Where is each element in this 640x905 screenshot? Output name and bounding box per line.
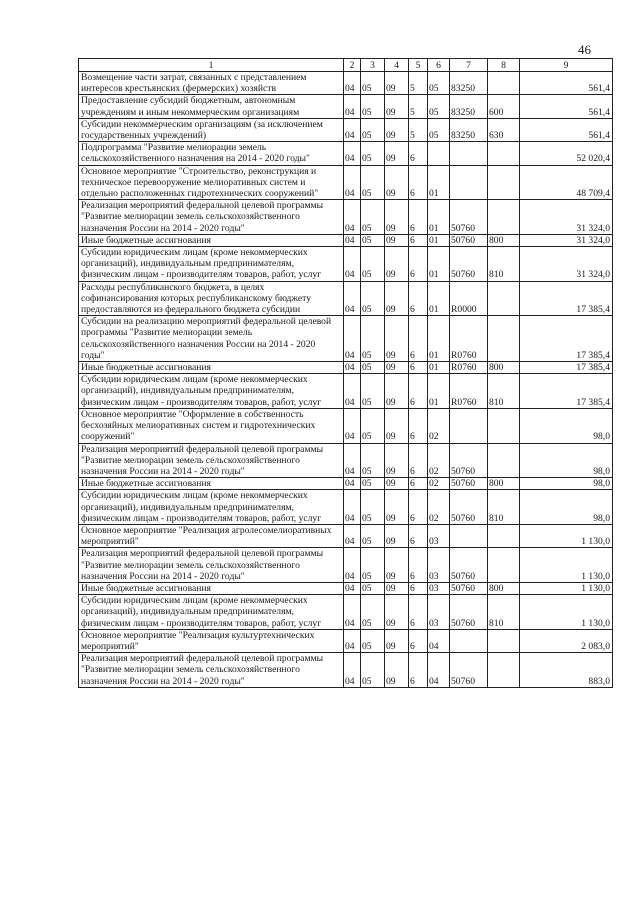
code-cell	[450, 142, 488, 165]
code-cell: 03	[428, 582, 450, 594]
code-cell: 04	[344, 95, 361, 118]
code-cell: 800	[488, 478, 520, 490]
amount-cell: 98,0	[520, 443, 613, 478]
table-row	[79, 582, 613, 594]
code-cell	[488, 524, 520, 547]
code-cell: 810	[488, 490, 520, 525]
code-cell: 6	[409, 478, 428, 490]
code-cell: 810	[488, 374, 520, 409]
code-cell: 09	[385, 234, 409, 246]
table-row	[79, 234, 613, 246]
amount-cell: 48 709,4	[520, 165, 613, 200]
code-cell: 50760	[450, 234, 488, 246]
code-cell: 04	[344, 72, 361, 95]
code-cell: 05	[361, 165, 385, 200]
col-header: 5	[409, 59, 428, 72]
row-label: Реализация мероприятий федеральной целевой программы "Развитие мелиорации земель сельскохозяйственного назначения России на 2014 - 2020 годы"	[79, 200, 344, 235]
code-cell: 50760	[450, 490, 488, 525]
amount-cell: 561,4	[520, 72, 613, 95]
row-label: Реализация мероприятий федеральной целевой программы "Развитие мелиорации земель сельскохозяйственного назначения России на 2014 - 2020 годы"	[79, 548, 344, 583]
code-cell: 04	[344, 524, 361, 547]
amount-cell: 1 130,0	[520, 582, 613, 594]
code-cell	[450, 524, 488, 547]
code-cell: 01	[428, 234, 450, 246]
code-cell	[450, 408, 488, 443]
code-cell: 02	[428, 443, 450, 478]
code-cell: 6	[409, 374, 428, 409]
code-cell: 05	[361, 142, 385, 165]
code-cell: 09	[385, 142, 409, 165]
code-cell: 09	[385, 374, 409, 409]
row-label: Иные бюджетные ассигнования	[79, 582, 344, 594]
code-cell: 6	[409, 524, 428, 547]
code-cell: 05	[361, 629, 385, 652]
code-cell: 04	[344, 118, 361, 141]
table-row	[79, 72, 613, 95]
code-cell: 01	[428, 165, 450, 200]
code-cell	[488, 408, 520, 443]
code-cell: 09	[385, 247, 409, 282]
code-cell	[488, 629, 520, 652]
code-cell: 04	[344, 234, 361, 246]
code-cell: 09	[385, 165, 409, 200]
code-cell: 5	[409, 95, 428, 118]
table-row	[79, 95, 613, 118]
row-label: Субсидии юридическим лицам (кроме некоммерческих организаций), индивидуальным предпринимателям, физическим лицам - производителям товаров, работ, услуг	[79, 490, 344, 525]
code-cell: 04	[344, 142, 361, 165]
table-row	[79, 142, 613, 165]
table-row	[79, 118, 613, 141]
table-row	[79, 653, 613, 688]
code-cell: R0760	[450, 362, 488, 374]
row-label: Субсидии юридическим лицам (кроме некоммерческих организаций), индивидуальным предпринимателям, физическим лицам - производителям товаров, работ, услуг	[79, 595, 344, 630]
code-cell: 6	[409, 247, 428, 282]
code-cell: 09	[385, 408, 409, 443]
code-cell: 04	[344, 316, 361, 362]
code-cell: 04	[344, 629, 361, 652]
code-cell: 05	[361, 72, 385, 95]
row-label: Предоставление субсидий бюджетным, автономным учреждениям и иным некоммерческим организациям	[79, 95, 344, 118]
code-cell: 50760	[450, 582, 488, 594]
table-row	[79, 548, 613, 583]
amount-cell: 883,0	[520, 653, 613, 688]
code-cell: 6	[409, 653, 428, 688]
amount-cell: 52 020,4	[520, 142, 613, 165]
row-label: Субсидии юридическим лицам (кроме некоммерческих организаций), индивидуальным предпринимателям, физическим лицам - производителям товаров, работ, услуг	[79, 374, 344, 409]
code-cell: 05	[428, 118, 450, 141]
code-cell: 04	[344, 582, 361, 594]
code-cell: 01	[428, 374, 450, 409]
code-cell: 09	[385, 95, 409, 118]
row-label: Иные бюджетные ассигнования	[79, 478, 344, 490]
code-cell: 09	[385, 548, 409, 583]
col-header: 9	[520, 59, 613, 72]
code-cell: 04	[344, 165, 361, 200]
amount-cell: 1 130,0	[520, 548, 613, 583]
code-cell	[488, 653, 520, 688]
code-cell: 05	[361, 118, 385, 141]
code-cell: 6	[409, 234, 428, 246]
code-cell: 6	[409, 362, 428, 374]
code-cell: 09	[385, 200, 409, 235]
code-cell	[450, 629, 488, 652]
code-cell	[488, 316, 520, 362]
code-cell: 05	[361, 95, 385, 118]
code-cell: 05	[361, 443, 385, 478]
code-cell: 05	[361, 582, 385, 594]
code-cell: 6	[409, 595, 428, 630]
code-cell: 05	[361, 362, 385, 374]
code-cell: 09	[385, 443, 409, 478]
code-cell: 50760	[450, 595, 488, 630]
table-body	[79, 72, 613, 688]
code-cell: 04	[344, 200, 361, 235]
code-cell: 04	[428, 629, 450, 652]
table-row	[79, 408, 613, 443]
table-row	[79, 478, 613, 490]
code-cell: 83250	[450, 118, 488, 141]
code-cell	[488, 72, 520, 95]
code-cell: 6	[409, 582, 428, 594]
col-header: 4	[385, 59, 409, 72]
amount-cell: 17 385,4	[520, 281, 613, 316]
code-cell: 6	[409, 281, 428, 316]
code-cell: 02	[428, 490, 450, 525]
code-cell: 50760	[450, 653, 488, 688]
row-label: Реализация мероприятий федеральной целевой программы "Развитие мелиорации земель сельскохозяйственного назначения России на 2014 - 2020 годы"	[79, 653, 344, 688]
code-cell: 09	[385, 72, 409, 95]
row-label: Подпрограмма "Развитие мелиорации земель сельскохозяйственного назначения на 2014 - 2020 годы"	[79, 142, 344, 165]
amount-cell: 2 083,0	[520, 629, 613, 652]
code-cell: 05	[428, 72, 450, 95]
code-cell: 09	[385, 653, 409, 688]
code-cell: 09	[385, 281, 409, 316]
code-cell: 09	[385, 316, 409, 362]
table-row	[79, 200, 613, 235]
code-cell	[488, 200, 520, 235]
amount-cell: 17 385,4	[520, 374, 613, 409]
col-header: 1	[79, 59, 344, 72]
code-cell: 04	[344, 362, 361, 374]
row-label: Субсидии некоммерческим организациям (за исключением государственных учреждений)	[79, 118, 344, 141]
code-cell: 01	[428, 200, 450, 235]
code-cell	[450, 165, 488, 200]
table-row	[79, 595, 613, 630]
code-cell: 04	[344, 408, 361, 443]
row-label: Основное мероприятие "Реализация культуртехнических мероприятий"	[79, 629, 344, 652]
code-cell: 6	[409, 443, 428, 478]
code-cell: 04	[344, 443, 361, 478]
row-label: Субсидии на реализацию мероприятий федеральной целевой программы "Развитие мелиорации земель сельскохозяйственного назначения России на 2014 - 2020 годы"	[79, 316, 344, 362]
code-cell: 04	[344, 281, 361, 316]
code-cell: 810	[488, 247, 520, 282]
code-cell: 09	[385, 490, 409, 525]
code-cell: 6	[409, 316, 428, 362]
code-cell: 05	[361, 408, 385, 443]
code-cell: 50760	[450, 548, 488, 583]
code-cell: 05	[361, 234, 385, 246]
code-cell: 09	[385, 595, 409, 630]
table-row	[79, 629, 613, 652]
row-label: Возмещение части затрат, связанных с представлением интересов крестьянских (фермерских) хозяйств	[79, 72, 344, 95]
row-label: Иные бюджетные ассигнования	[79, 234, 344, 246]
row-label: Основное мероприятие "Строительство, реконструкция и техническое перевооружение мелиоративных систем и отдельно расположенных гидротехнических сооружений"	[79, 165, 344, 200]
code-cell: 600	[488, 95, 520, 118]
code-cell: 83250	[450, 72, 488, 95]
row-label: Реализация мероприятий федеральной целевой программы "Развитие мелиорации земель сельскохозяйственного назначения России на 2014 - 2020 годы"	[79, 443, 344, 478]
code-cell: 50760	[450, 443, 488, 478]
amount-cell: 31 324,0	[520, 247, 613, 282]
code-cell: 6	[409, 629, 428, 652]
amount-cell: 17 385,4	[520, 316, 613, 362]
code-cell: 810	[488, 595, 520, 630]
code-cell	[488, 548, 520, 583]
code-cell: 04	[344, 478, 361, 490]
code-cell: R0760	[450, 374, 488, 409]
code-cell: 09	[385, 629, 409, 652]
code-cell: 05	[361, 653, 385, 688]
amount-cell: 1 130,0	[520, 595, 613, 630]
code-cell: 04	[344, 247, 361, 282]
code-cell: R0760	[450, 316, 488, 362]
col-header: 8	[488, 59, 520, 72]
code-cell: 09	[385, 478, 409, 490]
code-cell: 50760	[450, 247, 488, 282]
code-cell: 05	[428, 95, 450, 118]
code-cell: 5	[409, 118, 428, 141]
table-row	[79, 247, 613, 282]
code-cell: 01	[428, 281, 450, 316]
col-header: 7	[450, 59, 488, 72]
row-label: Иные бюджетные ассигнования	[79, 362, 344, 374]
code-cell: 50760	[450, 200, 488, 235]
amount-cell: 17 385,4	[520, 362, 613, 374]
code-cell: 03	[428, 548, 450, 583]
code-cell: 09	[385, 524, 409, 547]
code-cell: 05	[361, 524, 385, 547]
amount-cell: 31 324,0	[520, 234, 613, 246]
table-row	[79, 165, 613, 200]
code-cell: 50760	[450, 478, 488, 490]
code-cell	[488, 165, 520, 200]
code-cell: 01	[428, 247, 450, 282]
row-label: Основное мероприятие "Оформление в собственность бесхозяйных мелиоративных систем и гидротехнических сооружений"	[79, 408, 344, 443]
amount-cell: 98,0	[520, 478, 613, 490]
code-cell: 05	[361, 595, 385, 630]
amount-cell: 98,0	[520, 408, 613, 443]
code-cell: R0000	[450, 281, 488, 316]
code-cell: 04	[428, 653, 450, 688]
header-row	[79, 59, 613, 72]
code-cell: 05	[361, 548, 385, 583]
code-cell: 05	[361, 247, 385, 282]
code-cell: 02	[428, 408, 450, 443]
table-row	[79, 524, 613, 547]
code-cell: 03	[428, 524, 450, 547]
code-cell: 05	[361, 374, 385, 409]
code-cell: 800	[488, 362, 520, 374]
code-cell: 03	[428, 595, 450, 630]
code-cell: 6	[409, 548, 428, 583]
code-cell: 05	[361, 281, 385, 316]
amount-cell: 31 324,0	[520, 200, 613, 235]
col-header: 3	[361, 59, 385, 72]
code-cell: 6	[409, 200, 428, 235]
code-cell: 83250	[450, 95, 488, 118]
code-cell: 6	[409, 408, 428, 443]
code-cell	[428, 142, 450, 165]
table-row	[79, 316, 613, 362]
row-label: Субсидии юридическим лицам (кроме некоммерческих организаций), индивидуальным предпринимателям, физическим лицам - производителям товаров, работ, услуг	[79, 247, 344, 282]
table-row	[79, 281, 613, 316]
code-cell: 05	[361, 478, 385, 490]
code-cell: 6	[409, 490, 428, 525]
code-cell: 04	[344, 595, 361, 630]
code-cell	[488, 281, 520, 316]
col-header: 2	[344, 59, 361, 72]
col-header: 6	[428, 59, 450, 72]
table-row	[79, 490, 613, 525]
code-cell: 05	[361, 490, 385, 525]
amount-cell: 561,4	[520, 95, 613, 118]
code-cell: 04	[344, 374, 361, 409]
code-cell: 09	[385, 582, 409, 594]
code-cell: 6	[409, 142, 428, 165]
table-row	[79, 362, 613, 374]
amount-cell: 561,4	[520, 118, 613, 141]
page-number: 46	[578, 42, 591, 57]
table-row	[79, 374, 613, 409]
code-cell	[488, 142, 520, 165]
code-cell: 09	[385, 118, 409, 141]
code-cell: 01	[428, 316, 450, 362]
code-cell	[488, 443, 520, 478]
code-cell: 5	[409, 72, 428, 95]
code-cell: 01	[428, 362, 450, 374]
amount-cell: 98,0	[520, 490, 613, 525]
code-cell: 05	[361, 200, 385, 235]
code-cell: 6	[409, 165, 428, 200]
budget-table	[78, 58, 613, 688]
code-cell: 05	[361, 316, 385, 362]
code-cell: 630	[488, 118, 520, 141]
code-cell: 02	[428, 478, 450, 490]
code-cell: 800	[488, 582, 520, 594]
table-row	[79, 443, 613, 478]
code-cell: 800	[488, 234, 520, 246]
code-cell: 04	[344, 548, 361, 583]
row-label: Основное мероприятие "Реализация агролесомелиоративных мероприятий"	[79, 524, 344, 547]
code-cell: 04	[344, 653, 361, 688]
code-cell: 04	[344, 490, 361, 525]
amount-cell: 1 130,0	[520, 524, 613, 547]
row-label: Расходы республиканского бюджета, в целях софинансирования которых республиканскому бюджету предоставляются из федерального бюджета субсидии	[79, 281, 344, 316]
code-cell: 09	[385, 362, 409, 374]
